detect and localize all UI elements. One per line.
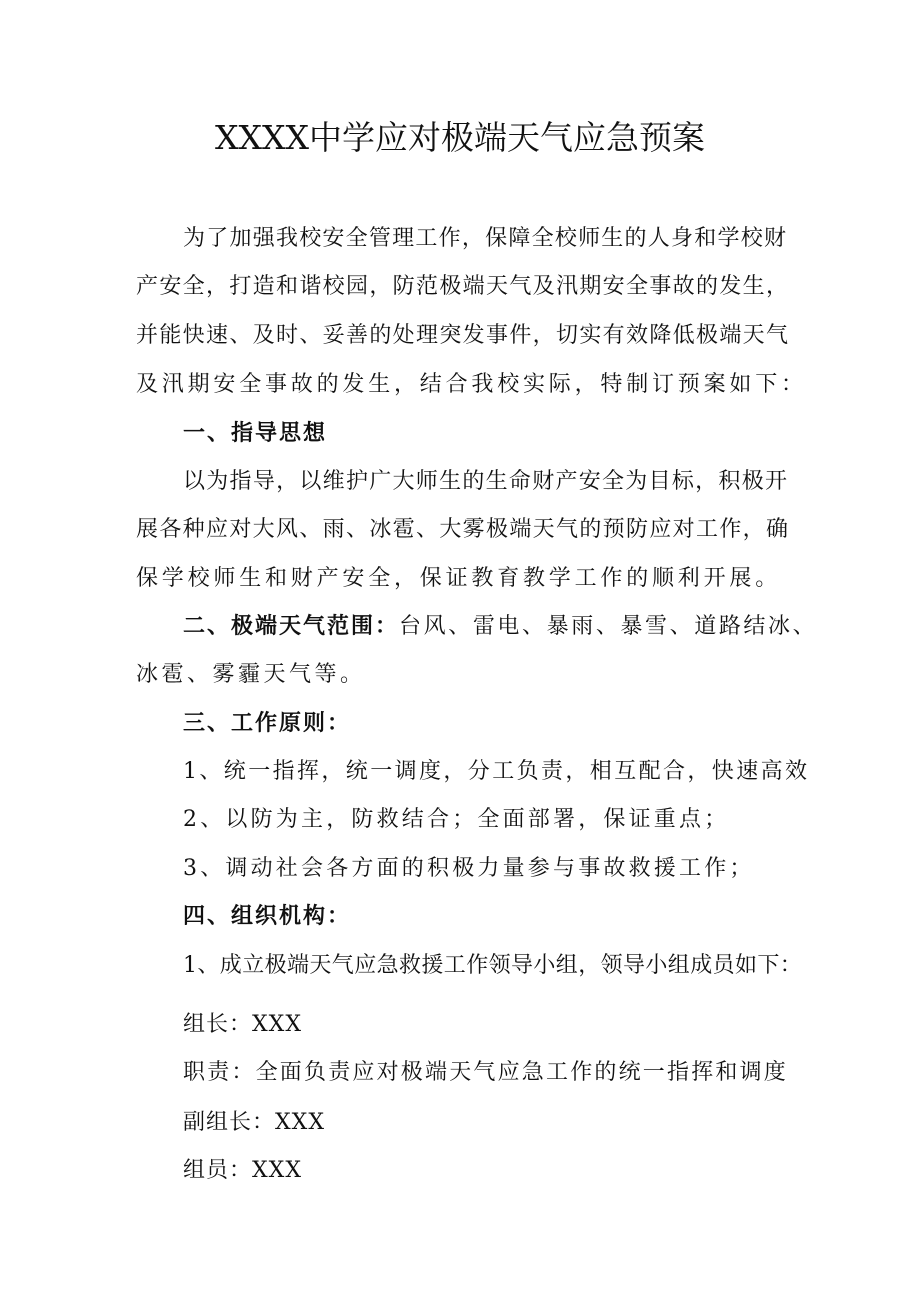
section4-members: 组员：XXX [183, 1158, 302, 1183]
section2-first-line [183, 609, 817, 645]
section2-heading: 二、极端天气范围： [183, 614, 400, 639]
section4-leader: 组长：XXX [183, 1012, 302, 1037]
section3-item-1: 1、统一指挥，统一调度，分工负责，相互配合，快速高效 [183, 759, 810, 784]
section4-heading: 四、组织机构： [183, 904, 352, 929]
section4-duty: 职责：全面负责应对极端天气应急工作的统一指挥和调度 [183, 1060, 789, 1085]
section1-line-1: 以为指导，以维护广大师生的生命财产安全为目标，积极开 [183, 469, 787, 494]
document-title: XXXX中学应对极端天气应急预案 [215, 118, 705, 157]
intro-line-4: 及汛期安全事故的发生，结合我校实际，特制订预案如下： [136, 372, 807, 397]
section1-heading: 一、指导思想 [183, 421, 328, 446]
section2-text-first: 台风、雷电、暴雨、暴雪、道路结冰、 [399, 614, 818, 639]
section1-line-2: 展各种应对大风、雨、冰雹、大雾极端天气的预防应对工作，确 [136, 517, 788, 542]
section3-heading: 三、工作原则： [183, 711, 352, 736]
section2-text-second: 冰雹、雾霾天气等。 [136, 662, 366, 687]
section3-item-3: 3、调动社会各方面的积极力量参与事故救援工作； [183, 856, 755, 881]
section4-deputy: 副组长：XXX [183, 1110, 325, 1135]
intro-line-1: 为了加强我校安全管理工作，保障全校师生的人身和学校财 [183, 226, 786, 251]
section3-item-2: 2、以防为主，防救结合；全面部署，保证重点； [183, 807, 730, 832]
section1-line-3: 保学校师生和财产安全，保证教育教学工作的顺利开展。 [136, 566, 782, 591]
intro-line-3: 并能快速、及时、妥善的处理突发事件，切实有效降低极端天气 [136, 323, 788, 348]
section4-item-1: 1、成立极端天气应急救援工作领导小组，领导小组成员如下： [183, 953, 803, 978]
intro-line-2: 产安全，打造和谐校园，防范极端天气及汛期安全事故的发生， [136, 274, 788, 299]
